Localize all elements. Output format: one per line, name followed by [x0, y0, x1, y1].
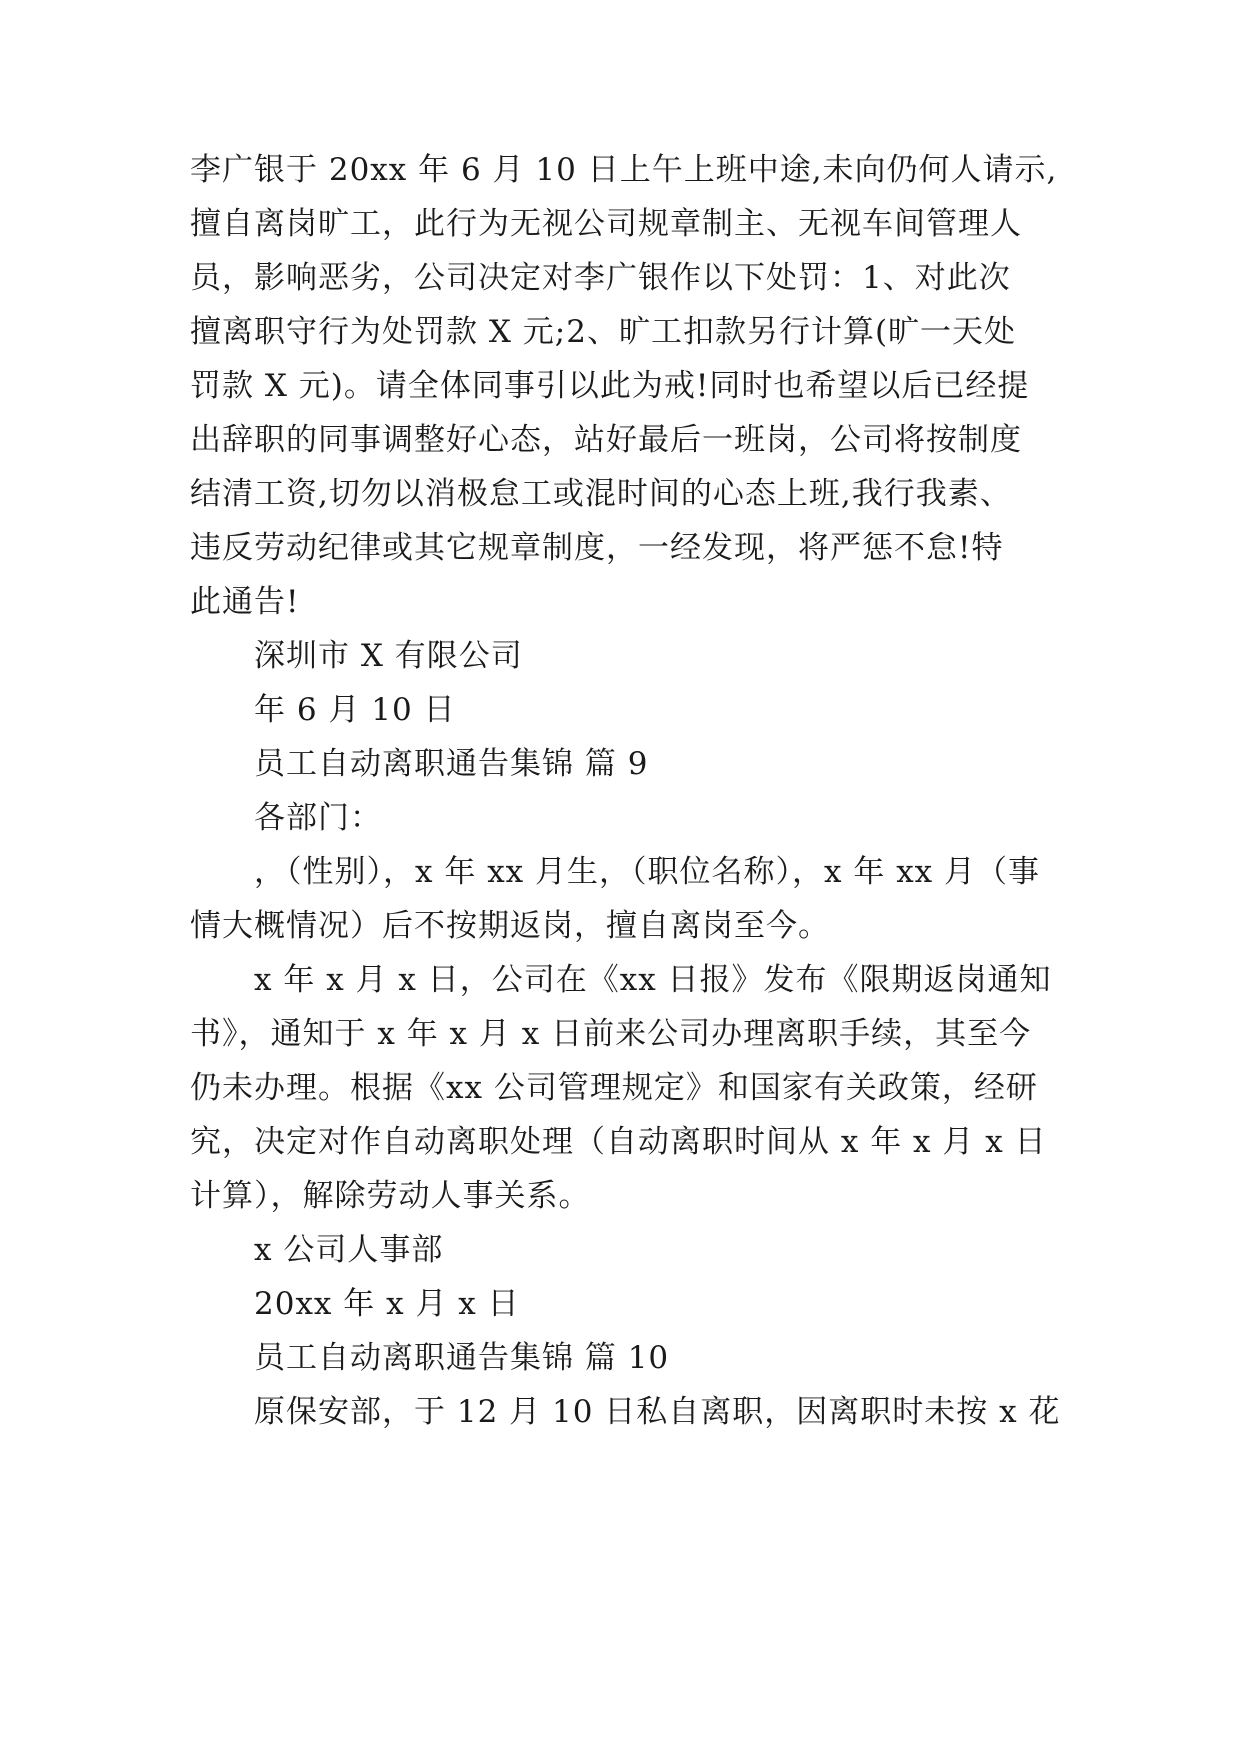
text-line: 原保安部，于 12 月 10 日私自离职，因离职时未按 x 花 — [254, 1394, 1061, 1430]
text-line: ，（性别），x 年 xx 月生，（职位名称），x 年 xx 月（事 — [254, 854, 1041, 890]
text-line: 违反劳动纪律或其它规章制度，一经发现，将严惩不怠!特 — [190, 530, 1004, 566]
text-line: 结清工资,切勿以消极怠工或混时间的心态上班,我行我素、 — [190, 476, 1012, 512]
signature-date: 年 6 月 10 日 — [254, 692, 456, 728]
department-signature: x 公司人事部 — [254, 1232, 444, 1268]
text-line: 李广银于 20xx 年 6 月 10 日上午上班中途,未向仍何人请示, — [190, 152, 1058, 188]
text-line: 此通告! — [190, 584, 300, 620]
text-line: 罚款 X 元)。请全体同事引以此为戒!同时也希望以后已经提 — [190, 368, 1030, 404]
text-line: 仍未办理。根据《xx 公司管理规定》和国家有关政策，经研 — [190, 1070, 1038, 1106]
text-line: x 年 x 月 x 日，公司在《xx 日报》发布《限期返岗通知 — [254, 962, 1052, 998]
company-signature: 深圳市 X 有限公司 — [254, 638, 523, 674]
salutation: 各部门： — [254, 800, 382, 836]
text-line: 员，影响恶劣，公司决定对李广银作以下处罚：1、对此次 — [190, 260, 1011, 296]
text-line: 擅离职守行为处罚款 X 元;2、旷工扣款另行计算(旷一天处 — [190, 314, 1017, 350]
text-line: 书》，通知于 x 年 x 月 x 日前来公司办理离职手续，其至今 — [190, 1016, 1032, 1052]
section-title: 员工自动离职通告集锦 篇 10 — [254, 1340, 670, 1376]
text-line: 究，决定对作自动离职处理（自动离职时间从 x 年 x 月 x 日 — [190, 1124, 1047, 1160]
text-line: 出辞职的同事调整好心态，站好最后一班岗，公司将按制度 — [190, 422, 1022, 458]
text-line: 情大概情况）后不按期返岗，擅自离岗至今。 — [190, 908, 830, 944]
section-title: 员工自动离职通告集锦 篇 9 — [254, 746, 649, 782]
signature-date: 20xx 年 x 月 x 日 — [254, 1286, 520, 1322]
text-line: 擅自离岗旷工，此行为无视公司规章制主、无视车间管理人 — [190, 206, 1022, 242]
text-line: 计算），解除劳动人事关系。 — [190, 1178, 591, 1214]
